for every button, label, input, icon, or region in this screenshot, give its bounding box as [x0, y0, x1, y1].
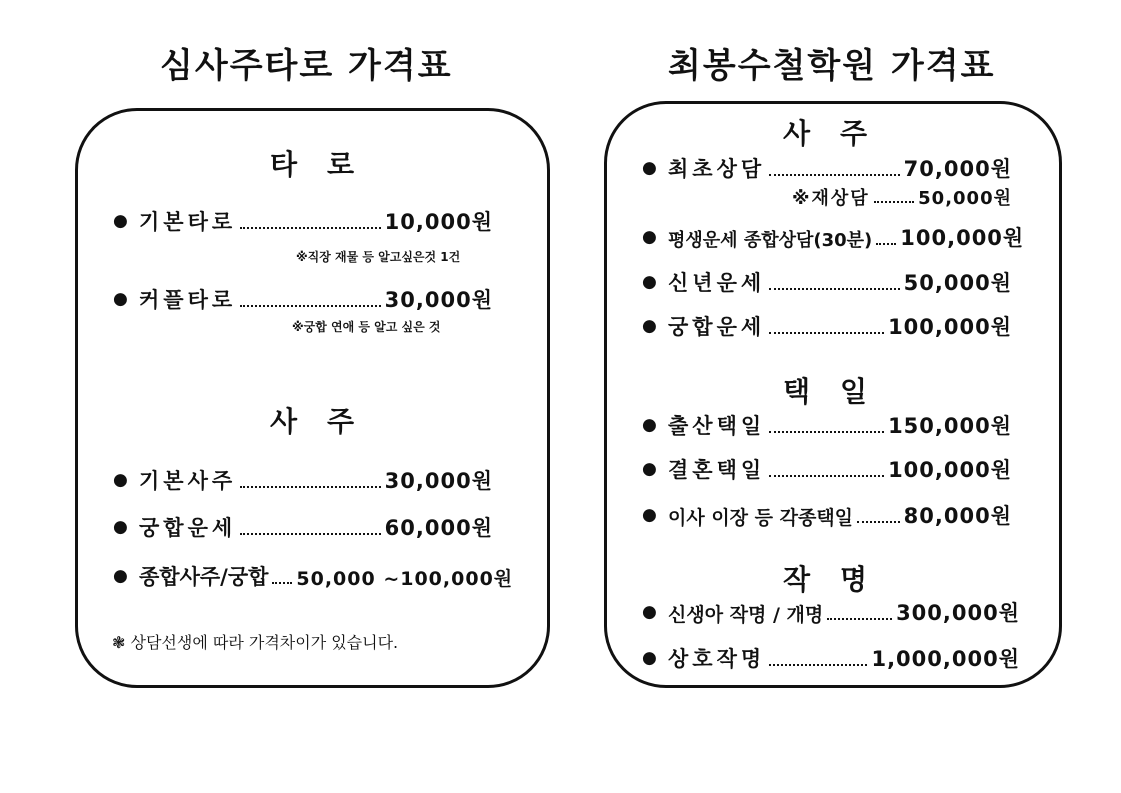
leader-dots — [240, 305, 381, 307]
item-price: 50,000 ~100,000원 — [296, 568, 514, 590]
item-price: 60,000원 — [384, 516, 493, 540]
list-item — [642, 454, 1012, 484]
list-item-sub — [792, 180, 1012, 210]
item-label: 최초상담 — [668, 157, 766, 181]
list-item — [642, 500, 1012, 530]
left-saju-heading: 사주 — [269, 405, 385, 438]
item-label: 결혼택일 — [668, 458, 766, 482]
right-title: 최봉수철학원 가격표 — [668, 46, 996, 86]
item-label: ※재상담 — [792, 188, 870, 209]
leader-dots — [769, 174, 900, 176]
leader-dots — [827, 618, 892, 620]
item-label: 커플타로 — [139, 288, 237, 312]
item-price: 50,000원 — [918, 188, 1012, 209]
bullet-icon: ● — [642, 459, 657, 479]
bullet-icon: ● — [113, 289, 128, 309]
leader-dots — [240, 486, 381, 488]
leader-dots — [857, 521, 900, 523]
item-label: 종합사주/궁합 — [139, 565, 269, 589]
item-label: 상호작명 — [668, 647, 766, 671]
item-note: ※직장 재물 등 알고싶은것 1건 — [296, 250, 461, 264]
item-price: 30,000원 — [384, 469, 493, 493]
leader-dots — [272, 582, 292, 584]
right-saju-heading: 사주 — [782, 117, 898, 150]
list-item — [642, 643, 1020, 673]
left-tarot-heading: 타로 — [269, 148, 385, 181]
leader-dots — [769, 475, 884, 477]
bullet-icon: ● — [113, 566, 128, 586]
left-price-panel — [75, 108, 550, 688]
item-price: 80,000원 — [903, 504, 1012, 528]
list-item — [642, 153, 1012, 183]
item-label: 기본사주 — [139, 469, 237, 493]
right-taekil-heading: 택일 — [782, 375, 898, 408]
item-price: 30,000원 — [384, 288, 493, 312]
item-price: 100,000원 — [888, 315, 1012, 339]
list-item — [642, 311, 1012, 341]
item-price: 1,000,000원 — [871, 647, 1020, 671]
list-item — [113, 561, 514, 591]
leader-dots — [874, 201, 914, 203]
list-item — [113, 206, 493, 236]
item-label: 평생운세 종합상담(30분) — [668, 230, 873, 251]
bullet-icon: ● — [642, 505, 657, 525]
right-naming-heading: 작명 — [782, 563, 898, 596]
list-item — [642, 597, 1020, 627]
item-label: 신생아 작명 / 개명 — [668, 604, 824, 626]
bullet-icon: ● — [642, 158, 657, 178]
item-label: 궁합운세 — [139, 516, 237, 540]
leader-dots — [769, 431, 884, 433]
bullet-icon: ● — [642, 227, 657, 247]
item-price: 70,000원 — [903, 157, 1012, 181]
list-item — [642, 410, 1012, 440]
bullet-icon: ● — [642, 316, 657, 336]
item-label: 이사 이장 등 각종택일 — [668, 507, 854, 529]
item-label: 궁합운세 — [668, 315, 766, 339]
bullet-icon: ● — [642, 415, 657, 435]
left-title: 심사주타로 가격표 — [160, 46, 453, 86]
bullet-icon: ● — [642, 648, 657, 668]
left-footnote — [112, 630, 398, 653]
leader-dots — [240, 227, 381, 229]
list-item — [642, 222, 1025, 252]
leader-dots — [769, 332, 884, 334]
item-note: ※궁합 연애 등 알고 싶은 것 — [292, 320, 441, 334]
leader-dots — [240, 533, 381, 535]
leader-dots — [769, 288, 900, 290]
item-label: 출산택일 — [668, 414, 766, 438]
list-item — [642, 267, 1012, 297]
item-price: 150,000원 — [888, 414, 1012, 438]
flower-icon: ❃ — [112, 633, 126, 652]
list-item — [113, 465, 493, 495]
item-label: 기본타로 — [139, 210, 237, 234]
bullet-icon: ● — [642, 602, 657, 622]
list-item — [113, 284, 493, 314]
item-label: 신년운세 — [668, 271, 766, 295]
leader-dots — [769, 664, 867, 666]
bullet-icon: ● — [113, 211, 128, 231]
item-price: 10,000원 — [384, 210, 493, 234]
bullet-icon: ● — [642, 272, 657, 292]
item-price: 300,000원 — [896, 601, 1020, 625]
item-price: 50,000원 — [903, 271, 1012, 295]
bullet-icon: ● — [113, 517, 128, 537]
item-price: 100,000원 — [900, 226, 1025, 250]
leader-dots — [876, 243, 896, 245]
list-item — [113, 512, 493, 542]
item-price: 100,000원 — [888, 458, 1012, 482]
bullet-icon: ● — [113, 470, 128, 490]
footnote-text: 상담선생에 따라 가격차이가 있습니다. — [130, 633, 399, 652]
